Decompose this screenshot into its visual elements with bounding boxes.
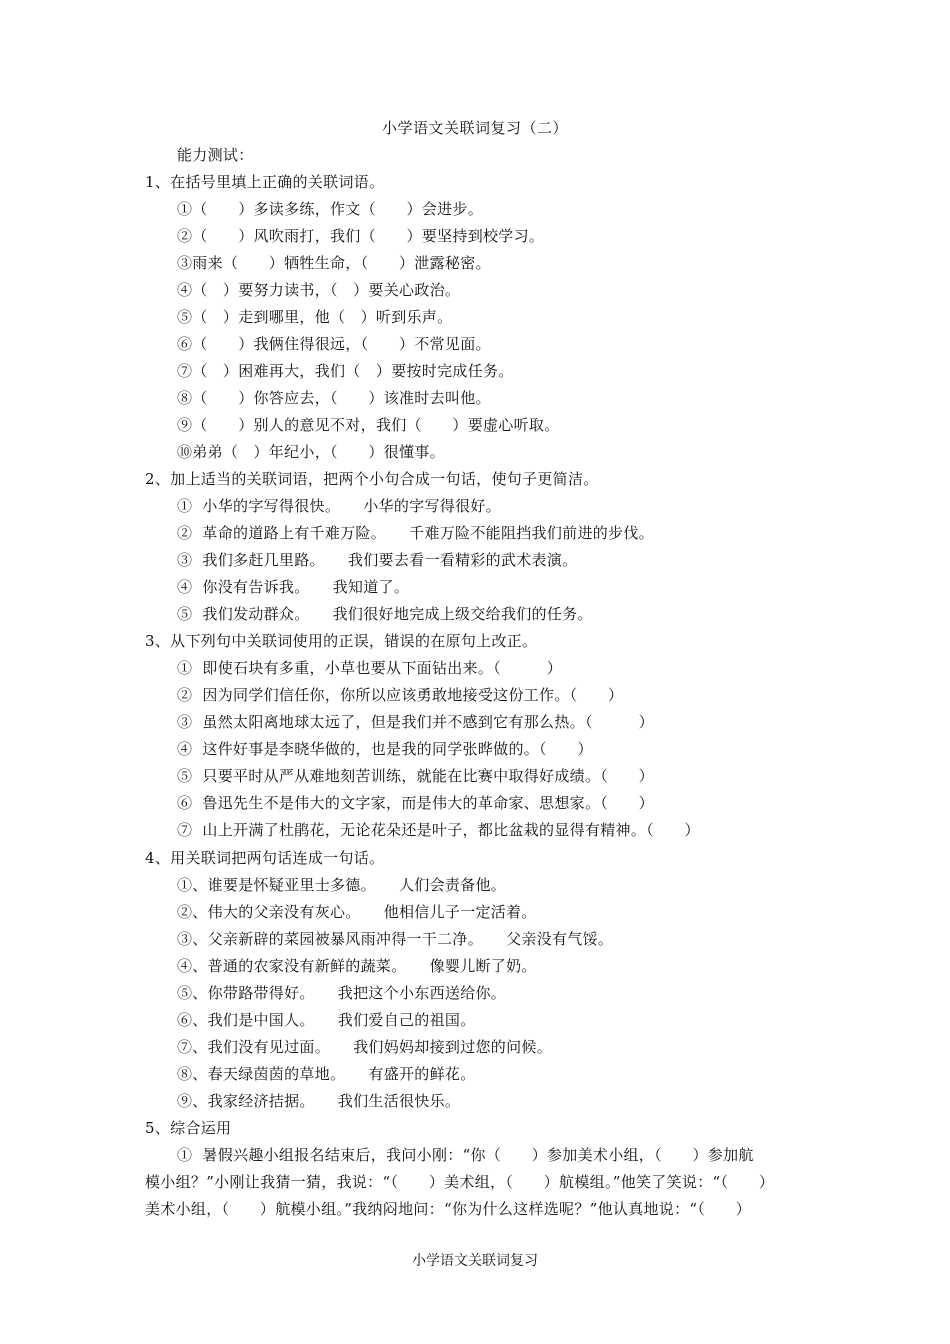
- s2-item: ② 革命的道路上有千难万险。 千难万险不能阻挡我们前进的步伐。: [177, 524, 654, 542]
- s4-item: ⑦、我们没有见过面。 我们妈妈却接到过您的问候。: [177, 1038, 553, 1056]
- s4-item: ④、普通的农家没有新鲜的蔬菜。 像婴儿断了奶。: [177, 957, 537, 975]
- s1-item: ②（ ）风吹雨打，我们（ ）要坚持到校学习。: [177, 227, 545, 245]
- s5-paragraph-line: ① 暑假兴趣小组报名结束后，我问小刚：“你（ ）参加美术小组，（ ）参加航: [177, 1146, 754, 1164]
- document-title: 小学语文关联词复习（二）: [381, 119, 568, 137]
- s5-paragraph-line: 美术小组，（ ）航模小组。”我纳闷地问：“你为什么这样选呢？”他认真地说：“（ ）: [145, 1200, 752, 1218]
- s1-item: ①（ ）多读多练，作文（ ）会进步。: [177, 200, 484, 218]
- s2-item: ④ 你没有告诉我。 我知道了。: [177, 578, 410, 596]
- s3-item: ⑦ 山上开满了杜鹃花，无论花朵还是叶子，都比盆栽的显得有精神。（ ）: [177, 821, 700, 839]
- s1-item: ⑧（ ）你答应去，（ ）该准时去叫他。: [177, 389, 491, 407]
- s4-item: ⑨、我家经济拮据。 我们生活很快乐。: [177, 1092, 461, 1110]
- s4-item: ⑧、春天绿茵茵的草地。 有盛开的鲜花。: [177, 1065, 476, 1083]
- section-1-heading: 1、在括号里填上正确的关联词语。: [145, 173, 385, 191]
- section-2-heading: 2、加上适当的关联词语，把两个小句合成一句话，使句子更简洁。: [145, 470, 599, 488]
- s4-item: ①、谁要是怀疑亚里士多德。 人们会责备他。: [177, 876, 507, 894]
- section-4-heading: 4、用关联词把两句话连成一句话。: [145, 849, 385, 867]
- section-3-heading: 3、从下列句中关联词使用的正误，错误的在原句上改正。: [145, 632, 538, 650]
- s3-item: ③ 虽然太阳离地球太远了，但是我们并不感到它有那么热。（ ）: [177, 713, 654, 731]
- s1-item: ⑥（ ）我俩住得很远，（ ）不常见面。: [177, 335, 491, 353]
- s1-item: ⑩弟弟（ ）年纪小，（ ）很懂事。: [177, 443, 445, 461]
- section-5-heading: 5、综合运用: [145, 1119, 232, 1137]
- s1-item: ④（ ）要努力读书，（ ）要关心政治。: [177, 281, 461, 299]
- s2-item: ⑤ 我们发动群众。 我们很好地完成上级交给我们的任务。: [177, 605, 593, 623]
- s3-item: ⑥ 鲁迅先生不是伟大的文字家，而是伟大的革命家、思想家。（ ）: [177, 794, 654, 812]
- s3-item: ⑤ 只要平时从严从难地刻苦训练，就能在比赛中取得好成绩。（ ）: [177, 767, 654, 785]
- s3-item: ① 即使石块有多重，小草也要从下面钻出来。（ ）: [177, 659, 563, 677]
- intro-label: 能力测试：: [177, 146, 254, 164]
- s1-item: ⑤（ ）走到哪里，他（ ）听到乐声。: [177, 308, 453, 326]
- s3-item: ④ 这件好事是李晓华做的，也是我的同学张晔做的。（ ）: [177, 740, 593, 758]
- s1-item: ③雨来（ ）牺牲生命，（ ）泄露秘密。: [177, 254, 491, 272]
- s4-item: ⑤、你带路带得好。 我把这个小东西送给你。: [177, 984, 507, 1002]
- s4-item: ⑥、我们是中国人。 我们爱自己的祖国。: [177, 1011, 476, 1029]
- s5-paragraph-line: 模小组？”小刚让我猜一猜，我说：“（ ）美术组，（ ）航模组。”他笑了笑说：“（ ）: [145, 1173, 775, 1191]
- s2-item: ① 小华的字写得很快。 小华的字写得很好。: [177, 497, 501, 515]
- s1-item: ⑦（ ）困难再大，我们（ ）要按时完成任务。: [177, 362, 514, 380]
- s4-item: ②、伟大的父亲没有灰心。 他相信儿子一定活着。: [177, 903, 537, 921]
- s2-item: ③ 我们多赶几里路。 我们要去看一看精彩的武术表演。: [177, 551, 578, 569]
- s4-item: ③、父亲新辟的菜园被暴风雨冲得一干二净。 父亲没有气馁。: [177, 930, 614, 948]
- s1-item: ⑨（ ）别人的意见不对，我们（ ）要虚心听取。: [177, 416, 560, 434]
- s3-item: ② 因为同学们信任你，你所以应该勇敢地接受这份工作。（ ）: [177, 686, 624, 704]
- page-footer: 小学语文关联词复习: [412, 1253, 538, 1269]
